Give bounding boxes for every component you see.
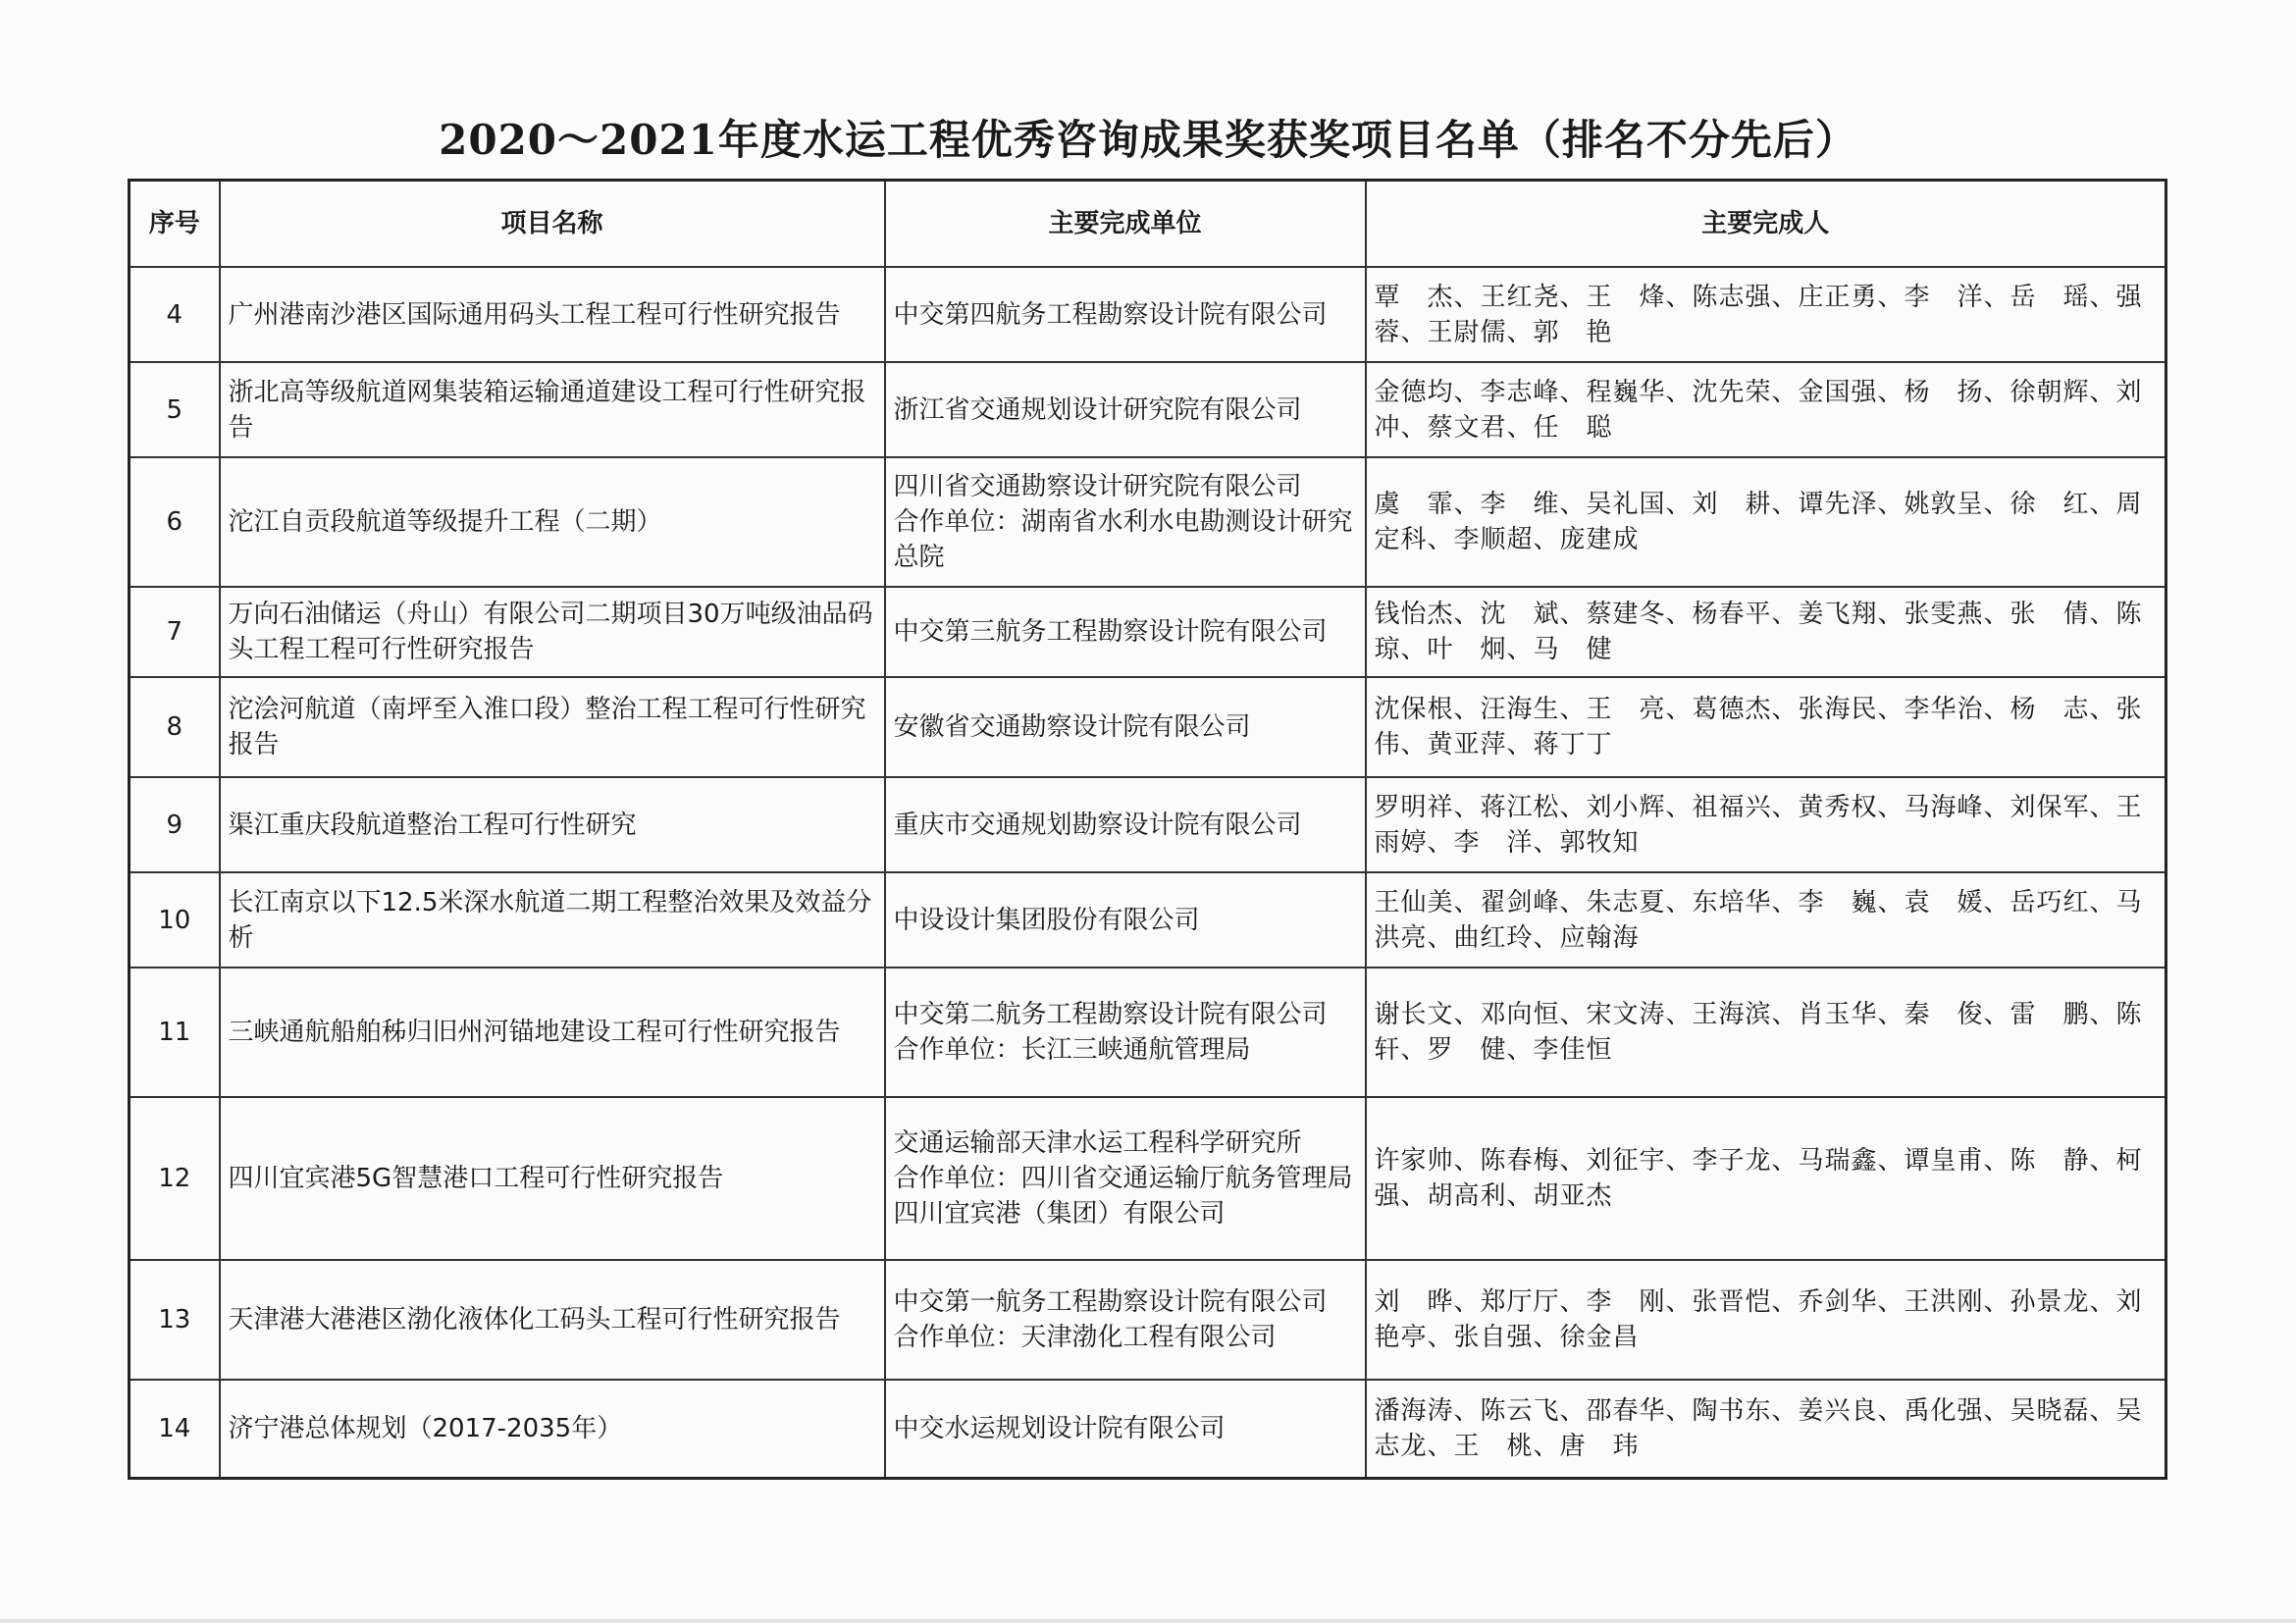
table-body xyxy=(130,267,2169,1478)
cell-project: 渠江重庆段航道整治工程可行性研究 xyxy=(220,777,885,872)
cell-seq: 6 xyxy=(130,457,220,587)
cell-seq: 7 xyxy=(130,587,220,677)
header-unit: 主要完成单位 xyxy=(885,181,1366,268)
cell-project: 济宁港总体规划（2017-2035年） xyxy=(220,1380,885,1478)
unit-main: 中交第三航务工程勘察设计院有限公司 xyxy=(893,617,1328,647)
table-row xyxy=(130,872,2166,968)
unit-main: 交通运输部天津水运工程科学研究所 xyxy=(893,1128,1302,1158)
table-row xyxy=(130,267,2166,362)
table-row xyxy=(130,777,2166,872)
cell-project: 万向石油储运（舟山）有限公司二期项目30万吨级油品码头工程工程可行性研究报告 xyxy=(220,587,885,677)
cell-people: 罗明祥、蒋江松、刘小辉、祖福兴、黄秀权、马海峰、刘保军、王雨婷、李 洋、郭牧知 xyxy=(1366,777,2166,872)
page-title: 2020～2021年度水运工程优秀咨询成果奖获奖项目名单（排名不分先后） xyxy=(439,116,1857,164)
table-header-row xyxy=(130,181,2166,268)
cell-people: 金德均、李志峰、程巍华、沈先荣、金国强、杨 扬、徐朝辉、刘冲、蔡文君、任 聪 xyxy=(1366,362,2166,457)
table-row xyxy=(130,677,2166,777)
cell-project: 天津港大港港区渤化液体化工码头工程可行性研究报告 xyxy=(220,1260,885,1380)
cell-unit xyxy=(885,587,1366,677)
table-row xyxy=(130,362,2166,457)
cell-project: 沱江自贡段航道等级提升工程（二期） xyxy=(220,457,885,587)
cell-unit xyxy=(885,267,1366,362)
header-people: 主要完成人 xyxy=(1366,181,2166,268)
table-row xyxy=(130,457,2166,587)
cell-unit xyxy=(885,1380,1366,1478)
unit-main: 重庆市交通规划勘察设计院有限公司 xyxy=(893,810,1302,840)
header-seq: 序号 xyxy=(130,181,220,268)
unit-main: 中交第一航务工程勘察设计院有限公司 xyxy=(893,1287,1328,1317)
cell-people: 许家帅、陈春梅、刘征宇、李子龙、马瑞鑫、谭皇甫、陈 静、柯强、胡高利、胡亚杰 xyxy=(1366,1097,2166,1260)
cell-project: 长江南京以下12.5米深水航道二期工程整治效果及效益分析 xyxy=(220,872,885,968)
table-row xyxy=(130,968,2166,1097)
unit-main: 安徽省交通勘察设计院有限公司 xyxy=(893,712,1251,742)
table-row xyxy=(130,1260,2166,1380)
cell-people: 潘海涛、陈云飞、邵春华、陶书东、姜兴良、禹化强、吴晓磊、吴志龙、王 桃、唐 玮 xyxy=(1366,1380,2166,1478)
table-row xyxy=(130,1380,2166,1478)
unit-main: 中交水运规划设计院有限公司 xyxy=(893,1413,1226,1443)
cell-seq: 11 xyxy=(130,968,220,1097)
unit-partner: 合作单位：天津渤化工程有限公司 xyxy=(893,1323,1277,1352)
cell-people: 覃 杰、王红尧、王 烽、陈志强、庄正勇、李 洋、岳 瑶、强 蓉、王尉儒、郭 艳 xyxy=(1366,267,2166,362)
award-table xyxy=(128,179,2167,1480)
cell-seq: 13 xyxy=(130,1260,220,1380)
unit-partner: 合作单位：长江三峡通航管理局 xyxy=(893,1035,1251,1065)
cell-people: 谢长文、邓向恒、宋文涛、王海滨、肖玉华、秦 俊、雷 鹏、陈 轩、罗 健、李佳恒 xyxy=(1366,968,2166,1097)
cell-seq: 14 xyxy=(130,1380,220,1478)
cell-seq: 4 xyxy=(130,267,220,362)
cell-unit xyxy=(885,872,1366,968)
unit-main: 浙江省交通规划设计研究院有限公司 xyxy=(893,394,1302,425)
unit-partner: 合作单位：湖南省水利水电勘测设计研究总院 xyxy=(893,507,1353,572)
cell-people: 虞 霏、李 维、吴礼国、刘 耕、谭先泽、姚敦呈、徐 红、周定科、李顺超、庞建成 xyxy=(1366,457,2166,587)
cell-project: 广州港南沙港区国际通用码头工程工程可行性研究报告 xyxy=(220,267,885,362)
unit-main: 中交第二航务工程勘察设计院有限公司 xyxy=(893,1000,1328,1029)
cell-project: 浙北高等级航道网集装箱运输通道建设工程可行性研究报告 xyxy=(220,362,885,457)
unit-partner: 合作单位：四川省交通运输厅航务管理局 四川宜宾港（集团）有限公司 xyxy=(893,1164,1379,1229)
cell-unit xyxy=(885,677,1366,777)
table-row xyxy=(130,587,2166,677)
unit-main: 中交第四航务工程勘察设计院有限公司 xyxy=(893,299,1328,330)
unit-main: 中设设计集团股份有限公司 xyxy=(893,905,1200,935)
cell-seq: 8 xyxy=(130,677,220,777)
cell-project: 四川宜宾港5G智慧港口工程可行性研究报告 xyxy=(220,1097,885,1260)
cell-unit xyxy=(885,968,1366,1097)
cell-project: 沱浍河航道（南坪至入淮口段）整治工程工程可行性研究报告 xyxy=(220,677,885,777)
cell-seq: 12 xyxy=(130,1097,220,1260)
cell-unit xyxy=(885,457,1366,587)
cell-people: 沈保根、汪海生、王 亮、葛德杰、张海民、李华治、杨 志、张 伟、黄亚萍、蒋丁丁 xyxy=(1366,677,2166,777)
cell-seq: 5 xyxy=(130,362,220,457)
page-bottom-edge xyxy=(0,1619,2296,1623)
cell-unit xyxy=(885,777,1366,872)
cell-seq: 10 xyxy=(130,872,220,968)
cell-people: 王仙美、翟剑峰、朱志夏、东培华、李 巍、袁 媛、岳巧红、马洪亮、曲红玲、应翰海 xyxy=(1366,872,2166,968)
cell-people: 刘 晔、郑厅厅、李 刚、张晋恺、乔剑华、王洪刚、孙景龙、刘艳亭、张自强、徐金昌 xyxy=(1366,1260,2166,1380)
table-row xyxy=(130,1097,2166,1260)
cell-unit xyxy=(885,362,1366,457)
header-project: 项目名称 xyxy=(220,181,885,268)
cell-unit xyxy=(885,1260,1366,1380)
cell-project: 三峡通航船舶秭归旧州河锚地建设工程可行性研究报告 xyxy=(220,968,885,1097)
unit-main: 四川省交通勘察设计研究院有限公司 xyxy=(893,472,1302,501)
cell-people: 钱怡杰、沈 斌、蔡建冬、杨春平、姜飞翔、张雯燕、张 倩、陈琼、叶 炯、马 健 xyxy=(1366,587,2166,677)
cell-unit xyxy=(885,1097,1379,1260)
cell-seq: 9 xyxy=(130,777,220,872)
